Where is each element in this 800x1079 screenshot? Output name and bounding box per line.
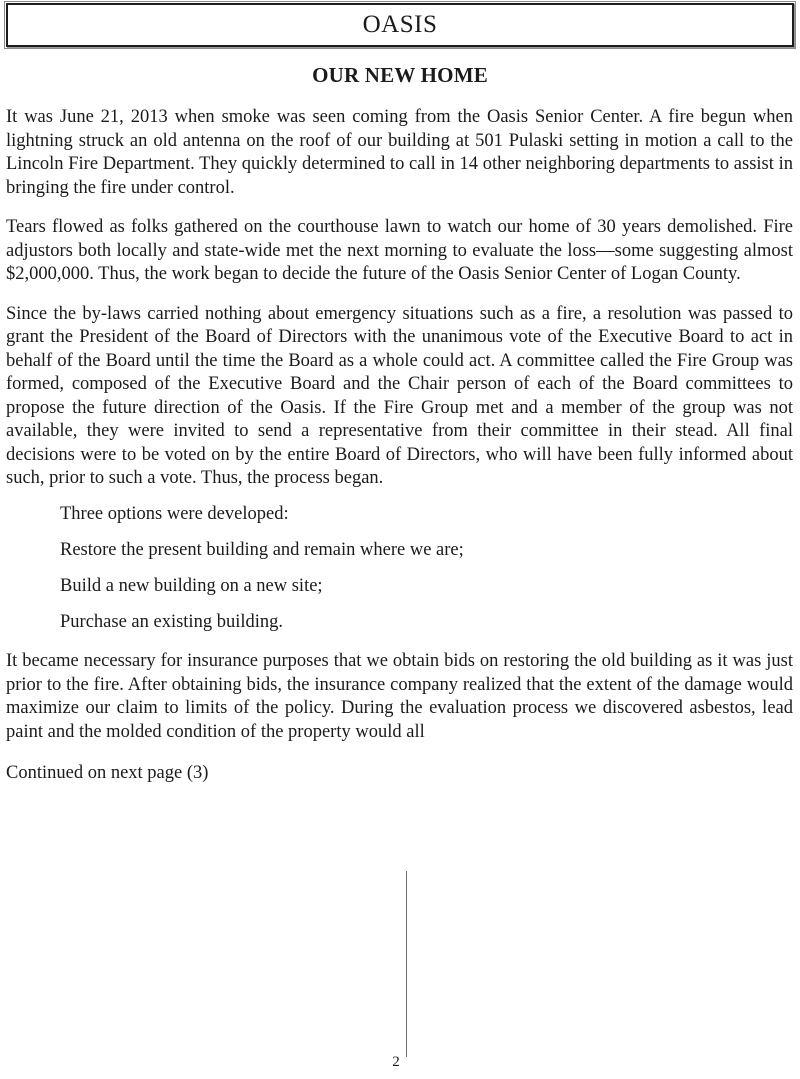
page-number: 2: [392, 1054, 400, 1070]
paragraph-insurance: It became necessary for insurance purposes that we obtain bids on restoring the old building as it was just prior to the fire. After obtaining bids, the insurance company realized that the extent of the damage would maximize our claim to limits of the policy. During the evaluation process we discovered asbestos, lead paint and the molded condition of the property would all: [6, 651, 793, 742]
article-heading: OUR NEW HOME: [312, 63, 488, 87]
continued-note: Continued on next page (3): [6, 763, 209, 783]
paragraph-fire-start: It was June 21, 2013 when smoke was seen coming from the Oasis Senior Center. A fire begun when lightning struck an old antenna on the roof of our building at 501 Pulaski setting in motion a call to the Lincoln Fire Department. They quickly determined to call in 14 other neighboring departments to assist in bringing the fire under control.: [6, 107, 793, 198]
masthead-box: [6, 3, 794, 47]
footer-divider-line: [406, 871, 407, 1057]
option-build-line: Build a new building on a new site;: [60, 575, 323, 596]
options-list: [60, 503, 793, 635]
option-purchase-line: Purchase an existing building.: [60, 611, 283, 632]
paragraph-fire-group: Since the by-laws carried nothing about emergency situations such as a fire, a resolution was passed to grant the President of the Board of Directors with the unanimous vote of the Executive Board to act in behalf of the Board until the time the Board as a whole could act. A committee called the Fire Group was formed, composed of the Executive Board and the Chair person of each of the Board committees to propose the future direction of the Oasis. If the Fire Group met and a member of the group was not available, they were invited to send a representative from their committee in their stead. All final decisions were to be voted on by the entire Board of Directors, who will have been fully informed about such, prior to such a vote. Thus, the process began.: [6, 303, 793, 488]
article-body: [0, 106, 800, 786]
options-intro-line: Three options were developed:: [60, 503, 289, 524]
paragraph-demolition: Tears flowed as folks gathered on the courthouse lawn to watch our home of 30 years demolished. Fire adjustors both locally and state-wide met the next morning to evaluate the loss—some suggesting almost $2,000,000. Thus, the work began to decide the future of the Oasis Senior Center of Logan County.: [6, 217, 793, 284]
option-restore-line: Restore the present building and remain where we are;: [60, 539, 464, 560]
document-page: [0, 3, 800, 1079]
masthead-title: OASIS: [362, 11, 438, 38]
